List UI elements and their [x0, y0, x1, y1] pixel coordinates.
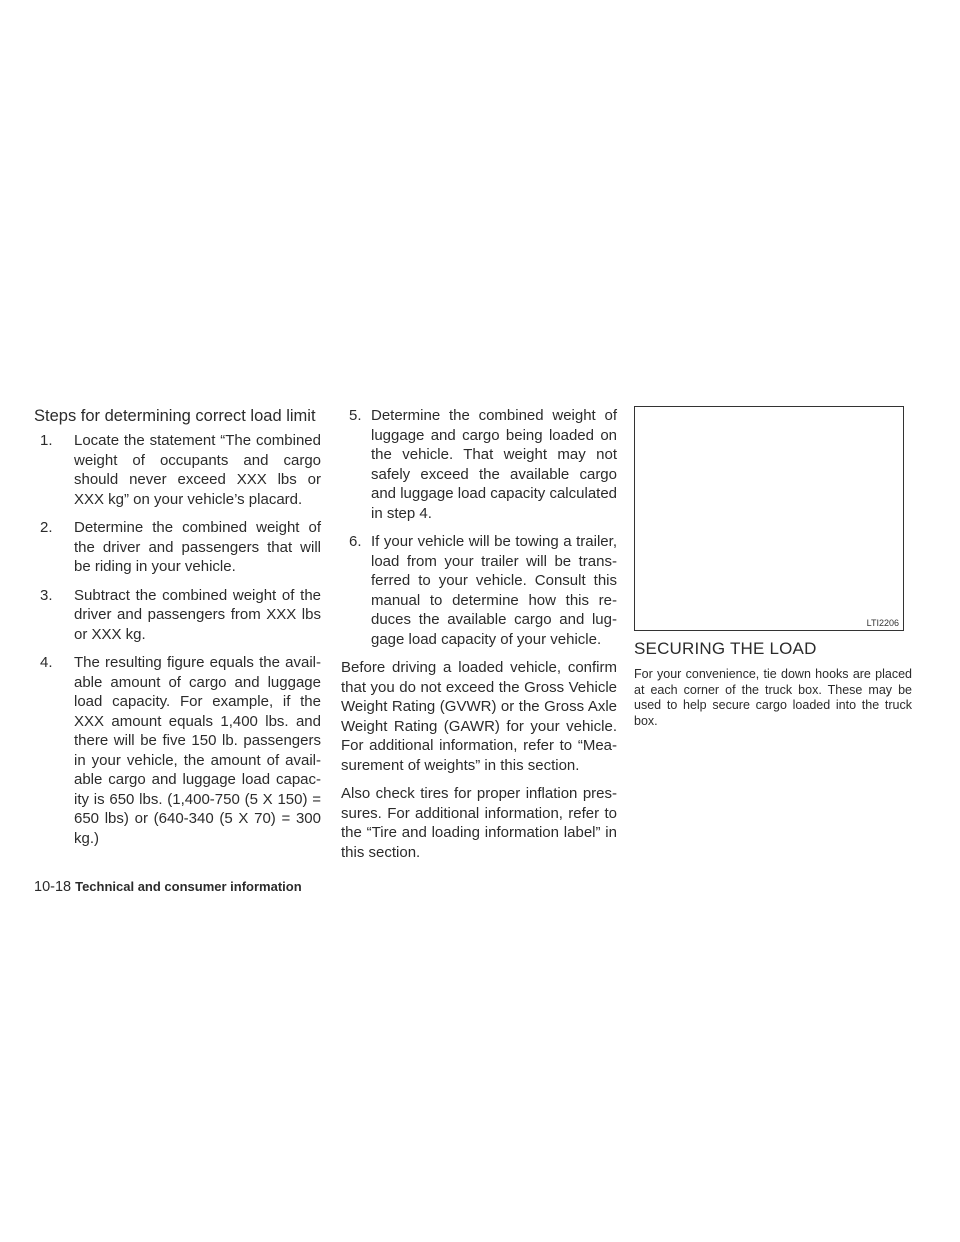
- list-item: [34, 431, 321, 509]
- step-number: 6.: [349, 533, 362, 550]
- paragraph-tire-pressure: Also check tires for proper inflation pres-sures. For additional information, refer to the “Tire and loading information label” in this section.: [341, 785, 617, 861]
- step-text: Subtract the combined weight of the driver and passengers from XXX lbs or XXX kg.: [74, 586, 321, 643]
- step-number: 2.: [40, 519, 53, 536]
- list-item: [341, 406, 617, 523]
- step-text: If your vehicle will be towing a trailer, load from your trailer will be trans-ferred to your vehicle. Consult this manual to determine how this re-duces the available cargo and lug-gage load capacity of your vehicle.: [371, 533, 617, 648]
- securing-load-text: For your convenience, tie down hooks are placed at each corner of the truck box. These may be used to help secure cargo loaded into the truck box.: [634, 667, 912, 728]
- list-item: [34, 518, 321, 577]
- step-text: The resulting figure equals the avail-able amount of cargo and luggage load capacity. For example, if the XXX amount equals 1,400 lbs. and there will be five 150 lb. passengers in your vehicle, the amount of avail-able cargo and luggage load capac-ity is 650 lbs. (1,400-750 (5 X 150) = 650 lbs) or (640-340 (5 X 70) = 300 kg.): [74, 654, 321, 847]
- step-text: Determine the combined weight of luggage and cargo being loaded on the vehicle. That weight may not safely exceed the available cargo and luggage load capacity calculated in step 4.: [371, 407, 618, 522]
- figure-label: LTI2206: [866, 618, 899, 628]
- figure-image-placeholder: [634, 406, 904, 631]
- list-item: [341, 532, 617, 649]
- footer-section-name: Technical and consumer information: [75, 879, 302, 894]
- step-text: Determine the combined weight of the driver and passengers that will be riding in your vehicle.: [74, 519, 321, 575]
- right-column: [634, 406, 912, 729]
- left-column: [34, 406, 321, 857]
- paragraph-gvwr: Before driving a loaded vehicle, confirm that you do not exceed the Gross Vehicle Weight Rating (GVWR) or the Gross Axle Weight Rating (GAWR) for your vehicle. For additional information, refer to “Mea-surement of weights” in this section.: [341, 659, 617, 774]
- steps-list-continued: [341, 406, 617, 649]
- step-number: 3.: [40, 586, 53, 604]
- subheading-load-limit: Steps for determining correct load limit: [34, 407, 316, 425]
- middle-column: [341, 406, 617, 871]
- section-title: SECURING THE LOAD: [634, 639, 817, 658]
- step-number: 5.: [349, 407, 362, 424]
- list-item: [34, 653, 321, 848]
- step-number: 4.: [40, 654, 53, 671]
- page-number: 10-18: [34, 879, 72, 895]
- page-footer: [34, 878, 302, 896]
- step-text: Locate the statement “The combined weight of occupants and cargo should never exceed XXX lbs or XXX kg” on your vehicle’s placard.: [74, 432, 321, 508]
- step-number: 1.: [40, 432, 53, 449]
- list-item: [34, 586, 321, 645]
- steps-list: [34, 431, 321, 848]
